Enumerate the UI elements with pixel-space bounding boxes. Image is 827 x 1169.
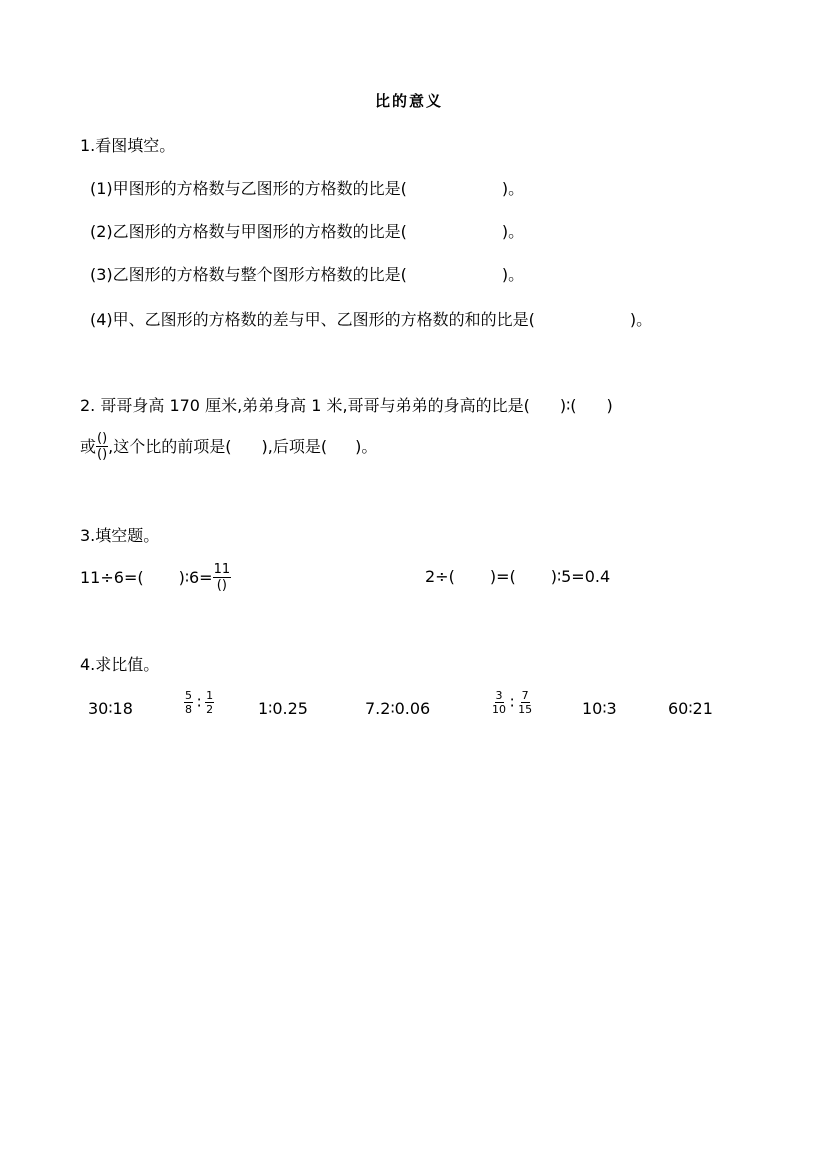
q4-ratio-2 bbox=[184, 690, 214, 715]
q1-item-4-suffix: )。 bbox=[629, 310, 653, 329]
page-title: 比的意义 bbox=[375, 92, 444, 110]
q2-line-1 bbox=[80, 398, 613, 414]
q4-ratio-5-frac-2-den: 15 bbox=[518, 703, 533, 716]
q1-item-3 bbox=[90, 267, 524, 283]
q2-line2-pre: 或 bbox=[80, 436, 97, 456]
q1-item-2-prefix: (2)乙图形的方格数与甲图形的方格数的比是( bbox=[90, 222, 407, 241]
q3-right-a: 2÷( bbox=[425, 567, 455, 586]
q1-item-1 bbox=[90, 181, 524, 197]
q2-fraction bbox=[96, 432, 108, 461]
q3-left-equation bbox=[80, 563, 231, 592]
q3-left-a: 11÷6=( bbox=[80, 567, 144, 587]
q4-ratio-2-frac-2-den: 2 bbox=[206, 703, 214, 716]
q1-item-3-suffix: )。 bbox=[501, 265, 525, 284]
q3-left-fraction-numerator: 11 bbox=[213, 562, 231, 577]
q4-ratio-5-sep: ∶ bbox=[510, 693, 515, 712]
q1-item-3-prefix: (3)乙图形的方格数与整个图形方格数的比是( bbox=[90, 265, 407, 284]
q3-right-c: )∶5=0.4 bbox=[550, 567, 611, 586]
q4-ratio-2-frac-1-den: 8 bbox=[185, 703, 192, 716]
q4-ratio-2-frac-1 bbox=[184, 690, 193, 715]
q4-ratio-5 bbox=[492, 690, 532, 715]
q1-item-2-suffix: )。 bbox=[501, 222, 525, 241]
q4-ratio-2-frac-1-num: 5 bbox=[185, 689, 192, 702]
q3-heading: 3.填空题。 bbox=[80, 526, 160, 545]
q4-ratio-5-frac-1-num: 3 bbox=[495, 689, 503, 702]
q2-line2-a: ,这个比的前项是( bbox=[108, 436, 232, 456]
q4-ratio-1: 30∶18 bbox=[88, 699, 133, 718]
q4-ratio-5-frac-1 bbox=[492, 690, 506, 715]
q2-line-2 bbox=[80, 432, 377, 461]
q1-item-4-prefix: (4)甲、乙图形的方格数的差与甲、乙图形的方格数的和的比是( bbox=[90, 310, 535, 329]
q4-heading: 4.求比值。 bbox=[80, 655, 160, 674]
q1-item-1-prefix: (1)甲图形的方格数与乙图形的方格数的比是( bbox=[90, 179, 407, 198]
q1-item-1-suffix: )。 bbox=[501, 179, 525, 198]
q3-left-b: )∶6= bbox=[178, 567, 213, 587]
q2-fraction-denominator: () bbox=[97, 447, 108, 462]
q3-right-equation bbox=[425, 569, 610, 585]
q2-line1-mid: )∶( bbox=[559, 396, 577, 415]
q4-ratio-5-frac-2-num: 7 bbox=[521, 689, 529, 702]
q3-right-b: )=( bbox=[489, 567, 516, 586]
q1-item-4 bbox=[90, 312, 652, 328]
q1-heading: 1.看图填空。 bbox=[80, 136, 176, 155]
q4-ratio-3: 1∶0.25 bbox=[258, 699, 308, 718]
q4-ratio-6: 10∶3 bbox=[582, 699, 617, 718]
q4-ratio-5-frac-1-den: 10 bbox=[492, 703, 506, 716]
q1-item-2 bbox=[90, 224, 524, 240]
q4-ratio-4: 7.2∶0.06 bbox=[365, 699, 431, 718]
q2-line2-c: )。 bbox=[355, 436, 378, 456]
q4-ratio-7: 60∶21 bbox=[668, 699, 713, 718]
q4-ratio-2-sep: ∶ bbox=[197, 693, 202, 712]
q3-left-fraction bbox=[213, 563, 232, 592]
q2-line1-text: 2. 哥哥身高 170 厘米,弟弟身高 1 米,哥哥与弟弟的身高的比是( bbox=[80, 396, 530, 415]
q2-fraction-numerator: () bbox=[97, 431, 108, 446]
q2-line1-end: ) bbox=[606, 396, 613, 415]
q2-line2-b: ),后项是( bbox=[261, 436, 328, 456]
q4-ratio-2-frac-2 bbox=[205, 690, 214, 715]
q4-ratio-5-frac-2 bbox=[518, 690, 532, 715]
q3-left-fraction-denominator: () bbox=[216, 578, 227, 593]
q4-ratio-2-frac-2-num: 1 bbox=[206, 689, 214, 702]
